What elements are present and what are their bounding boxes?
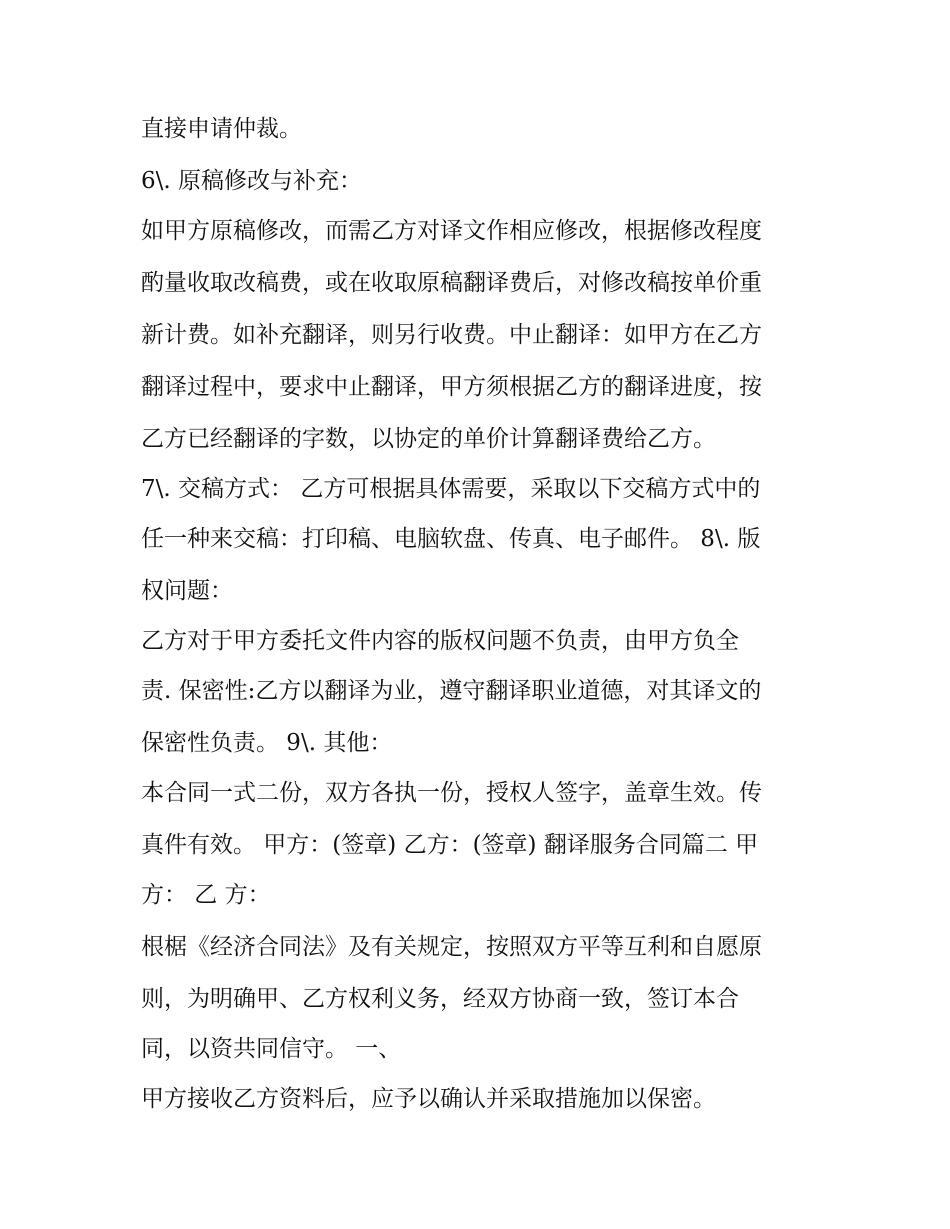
text-line: 直接申请仲裁。	[141, 116, 302, 142]
text-line: 新计费。如补充翻译，则另行收费。中止翻译：如甲方在乙方	[141, 322, 762, 348]
text-line: 乙方对于甲方委托文件内容的版权问题不负责，由甲方负全	[141, 628, 739, 654]
text-line: 则，为明确甲、乙方权利义务，经双方协商一致，签订本合	[141, 986, 739, 1012]
text-line: 酌量收取改稿费，或在收取原稿翻译费后，对修改稿按单价重	[141, 270, 762, 296]
text-line: 保密性负责。 9\. 其他：	[141, 730, 393, 756]
text-line: 权问题：	[141, 578, 233, 604]
text-line: 如甲方原稿修改，而需乙方对译文作相应修改，根据修改程度	[141, 218, 762, 244]
text-line: 甲方接收乙方资料后，应予以确认并采取措施加以保密。	[141, 1086, 716, 1112]
text-line: 乙方已经翻译的字数，以协定的单价计算翻译费给乙方。	[141, 426, 716, 452]
text-line: 6\. 原稿修改与补充：	[141, 168, 363, 194]
text-line: 7\. 交稿方式： 乙方可根据具体需要，采取以下交稿方式中的	[141, 476, 761, 502]
text-line: 本合同一式二份，双方各执一份，授权人签字，盖章生效。传	[141, 780, 762, 806]
text-line: 翻译过程中，要求中止翻译，甲方须根据乙方的翻译进度，按	[141, 374, 762, 400]
text-line: 真件有效。 甲方：(签章) 乙方：(签章) 翻译服务合同篇二 甲	[141, 832, 759, 858]
text-line: 同，以资共同信守。 一、	[141, 1036, 402, 1062]
text-line: 任一种来交稿：打印稿、电脑软盘、传真、电子邮件。 8\. 版	[141, 526, 761, 552]
text-line: 方： 乙 方：	[141, 882, 271, 908]
text-line: 责. 保密性:乙方以翻译为业，遵守翻译职业道德，对其译文的	[141, 678, 762, 704]
text-line: 根椐《经济合同法》及有关规定，按照双方平等互利和自愿原	[141, 934, 762, 960]
